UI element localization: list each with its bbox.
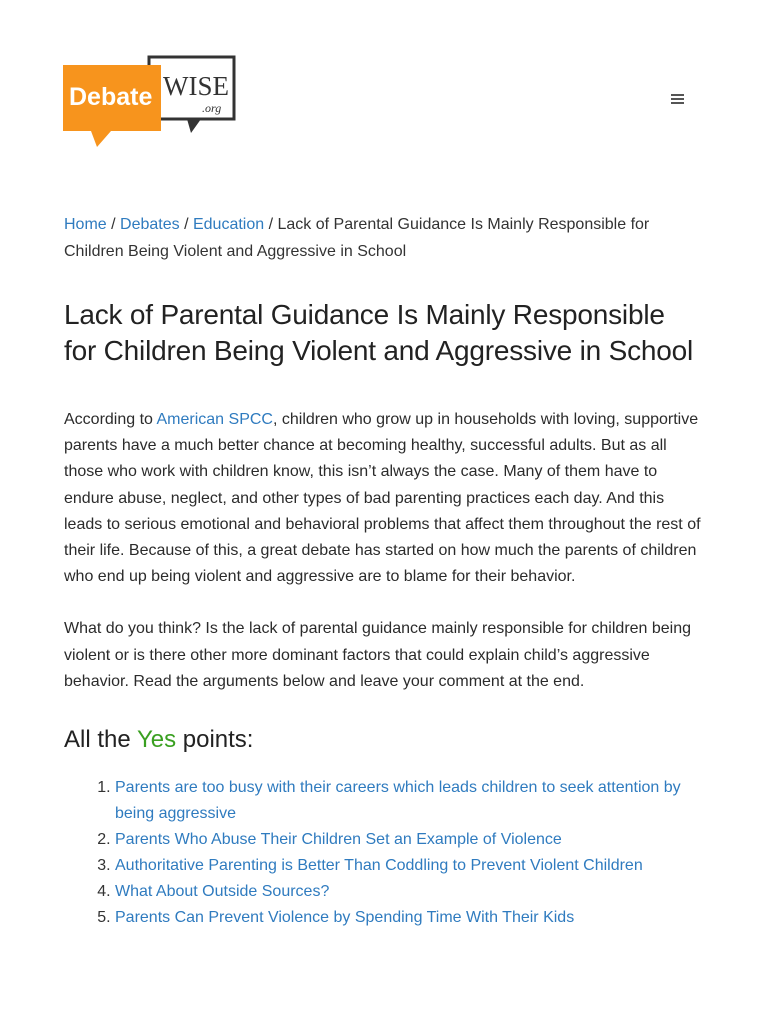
menu-line: [671, 94, 684, 96]
point-link-2[interactable]: Parents Who Abuse Their Children Set an Example of Violence: [115, 831, 562, 849]
point-link-1[interactable]: Parents are too busy with their careers which leads children to seek attention by being aggressive: [115, 779, 681, 823]
intro-prefix: According to: [64, 411, 157, 428]
menu-line: [671, 98, 684, 100]
point-link-4[interactable]: What About Outside Sources?: [115, 883, 330, 901]
logo-sub-text: .org: [202, 101, 222, 115]
logo-right-text: WISE: [163, 71, 229, 101]
heading-prefix: All the: [64, 726, 137, 754]
list-item: [115, 853, 704, 879]
heading-yes: Yes: [136, 726, 177, 754]
debatewise-logo-icon: [63, 55, 238, 150]
question-paragraph: What do you think? Is the lack of parental guidance mainly responsible for children being violent or is there other more dominant factors that could explain child’s aggressive behavior. Read the arguments below and leave your comment at the end.: [64, 620, 692, 690]
breadcrumb-separator: /: [111, 216, 121, 233]
list-item: [115, 879, 704, 905]
intro-paragraph: [64, 407, 704, 590]
breadcrumb-debates[interactable]: Debates: [120, 216, 180, 233]
breadcrumb-home[interactable]: Home: [64, 216, 107, 233]
list-item: [115, 827, 704, 853]
logo-left-text: Debate: [69, 83, 153, 111]
intro-rest: , children who grow up in households with loving, supportive parents have a much better chance at becoming healthy, successful adults. But as all those who work with children know, this isn’t always the case. Many of them have to endure abuse, neglect, and other types of bad parenting practices each day. And this leads to serious emotional and behavioral problems that affect them throughout the rest of their life. Because of this, a great debate has started on how much the parents of children who end up being violent and aggressive are to blame for their behavior.: [64, 411, 701, 586]
menu-line: [671, 102, 684, 104]
page-title: Lack of Parental Guidance Is Mainly Responsible for Children Being Violent and Aggressive in School: [64, 299, 694, 366]
heading-suffix: points:: [176, 726, 254, 754]
american-spcc-link[interactable]: American SPCC: [156, 411, 273, 428]
yes-points-list: [64, 775, 704, 931]
list-item: [115, 905, 704, 931]
breadcrumb-separator: /: [268, 216, 278, 233]
breadcrumb-education[interactable]: Education: [192, 216, 265, 233]
breadcrumb-separator: /: [184, 216, 193, 233]
point-link-5[interactable]: Parents Can Prevent Violence by Spending Time With Their Kids: [115, 909, 575, 927]
list-item: [115, 775, 704, 827]
main-content: [64, 212, 704, 931]
site-logo[interactable]: [63, 55, 238, 150]
site-header: [0, 0, 768, 180]
yes-points-heading: [64, 725, 704, 755]
breadcrumb: [64, 212, 704, 265]
hamburger-menu-icon[interactable]: [668, 92, 688, 110]
breadcrumb-current: Lack of Parental Guidance Is Mainly Responsible for Children Being Violent and Aggressive in School: [64, 216, 650, 260]
point-link-3[interactable]: Authoritative Parenting is Better Than Coddling to Prevent Violent Children: [115, 857, 643, 875]
